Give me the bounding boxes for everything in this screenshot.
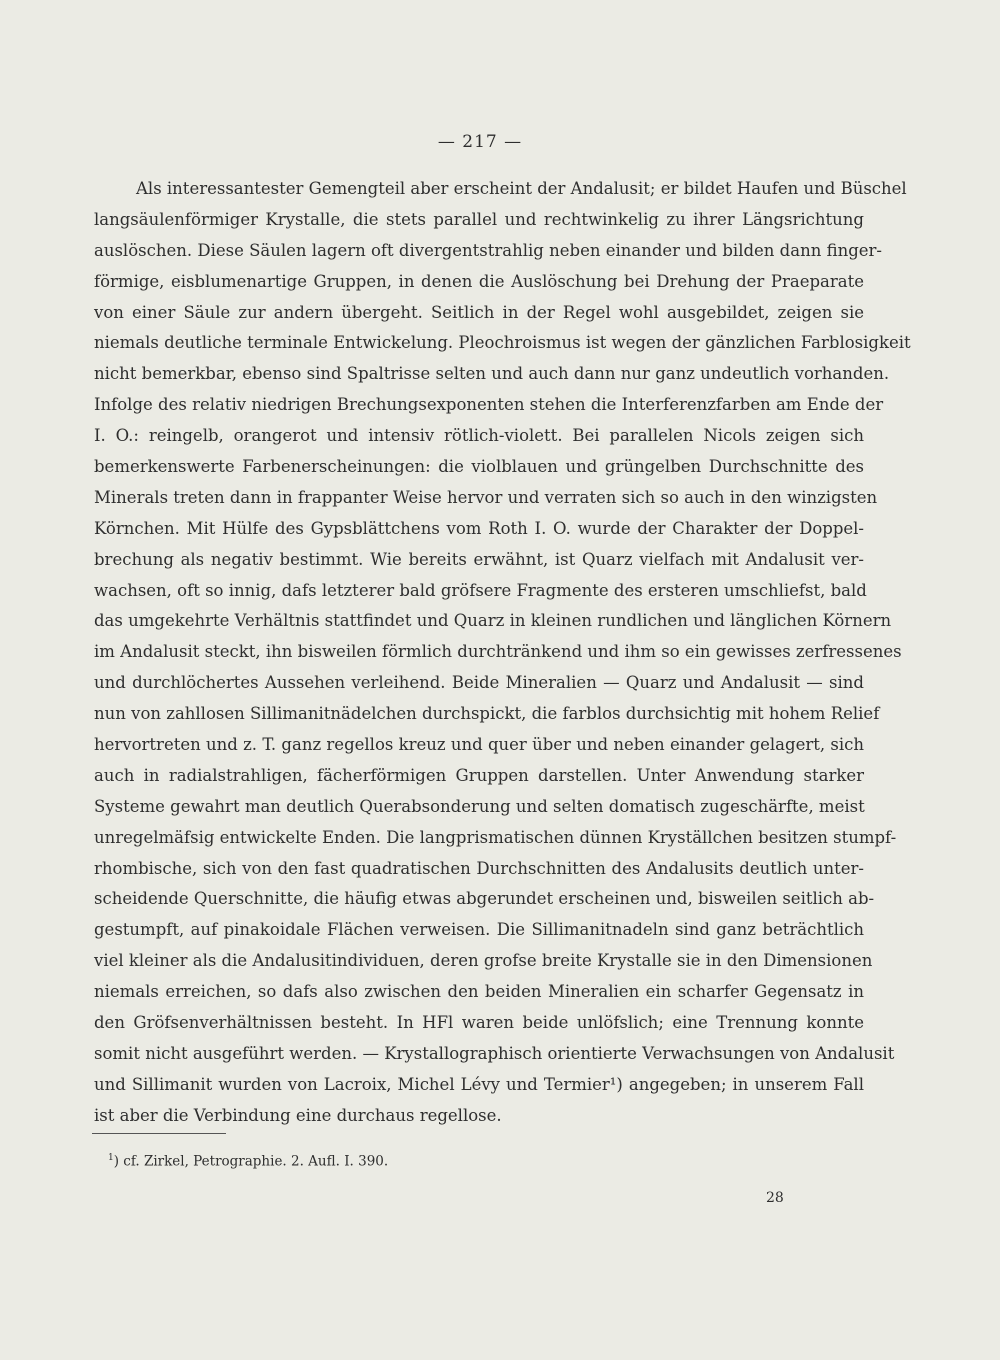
text-line: nun von zahllosen Sillimanitnädelchen durchspickt, die farblos durchsichtig mit hohem Relief xyxy=(94,704,880,724)
text-line: Als interessantester Gemengteil aber erscheint der Andalusit; er bildet Haufen und Büschel xyxy=(136,179,907,198)
text-line: bemerkenswerte Farbenerscheinungen: die violblauen und grüngelben Durchschnitte des xyxy=(94,457,864,477)
footnote-text: ) cf. Zirkel, Petrographie. 2. Aufl. I. 390. xyxy=(113,1153,389,1170)
text-line: brechung als negativ bestimmt. Wie bereits erwähnt, ist Quarz vielfach mit Andalusit ver- xyxy=(94,549,864,569)
text-line: auslöschen. Diese Säulen lagern oft divergentstrahlig neben einander und bilden dann finger- xyxy=(94,240,882,260)
page-number: — 217 — xyxy=(437,132,523,152)
footnote-marker: 1 xyxy=(108,1153,114,1163)
text-line: rhombische, sich von den fast quadratischen Durchschnitten des Andalusits deutlich unter- xyxy=(94,858,864,878)
text-line: auch in radialstrahligen, fächerförmigen Gruppen darstellen. Unter Anwendung starker xyxy=(94,765,864,785)
text-line: ist aber die Verbindung eine durchaus regellose. xyxy=(94,1105,502,1125)
text-line: wachsen, oft so innig, dafs letzterer bald gröfsere Fragmente des ersteren umschliefst, bald xyxy=(94,580,867,600)
text-line: Minerals treten dann in frappanter Weise hervor und verraten sich so auch in den winzigsten xyxy=(94,487,878,507)
text-line: viel kleiner als die Andalusitindividuen, deren grofse breite Krystalle sie in den Dimensionen xyxy=(94,951,873,971)
text-line: nicht bemerkbar, ebenso sind Spaltrisse selten und auch dann nur ganz undeutlich vorhanden. xyxy=(94,364,890,384)
signature-mark: 28 xyxy=(766,1190,784,1206)
text-line: und durchlöchertes Aussehen verleihend. Beide Mineralien — Quarz und Andalusit — sind xyxy=(94,673,864,693)
text-line: Körnchen. Mit Hülfe des Gypsblättchens vom Roth I. O. wurde der Charakter der Doppel- xyxy=(94,518,864,538)
text-line: scheidende Querschnitte, die häufig etwas abgerundet erscheinen und, bisweilen seitlich ab- xyxy=(94,889,875,909)
text-line: von einer Säule zur andern übergeht. Seitlich in der Regel wohl ausgebildet, zeigen sie xyxy=(94,302,864,322)
text-line: niemals deutliche terminale Entwickelung. Pleochroismus ist wegen der gänzlichen Farblosigkeit xyxy=(94,333,911,353)
text-line: langsäulenförmiger Krystalle, die stets parallel und rechtwinkelig zu ihrer Längsrichtung xyxy=(94,209,864,229)
text-line: niemals erreichen, so dafs also zwischen den beiden Mineralien ein scharfer Gegensatz in xyxy=(94,982,864,1002)
text-line: somit nicht ausgeführt werden. — Krystallographisch orientierte Verwachsungen von Andalusit xyxy=(94,1043,895,1063)
body-text xyxy=(94,174,911,1132)
text-line: den Gröfsenverhältnissen besteht. In HFl waren beide unlöfslich; eine Trennung konnte xyxy=(94,1013,864,1033)
text-line: im Andalusit steckt, ihn bisweilen förmlich durchtränkend und ihm so ein gewisses zerfressenes xyxy=(94,642,902,662)
text-line: Systeme gewahrt man deutlich Querabsonderung und selten domatisch zugeschärfte, meist xyxy=(94,796,865,816)
footnote-divider xyxy=(92,1133,226,1134)
text-line: hervortreten und z. T. ganz regellos kreuz und quer über und neben einander gelagert, sich xyxy=(94,735,864,755)
footnote xyxy=(108,1153,388,1170)
text-line: I. O.: reingelb, orangerot und intensiv rötlich-violett. Bei parallelen Nicols zeigen sich xyxy=(94,426,864,446)
text-line: förmige, eisblumenartige Gruppen, in denen die Auslöschung bei Drehung der Praeparate xyxy=(94,271,864,291)
text-line: das umgekehrte Verhältnis stattfindet und Quarz in kleinen rundlichen und länglichen Körnern xyxy=(94,611,892,631)
text-line: Infolge des relativ niedrigen Brechungsexponenten stehen die Interferenzfarben am Ende der xyxy=(94,395,884,415)
text-line: unregelmäfsig entwickelte Enden. Die langprismatischen dünnen Kryställchen besitzen stumpf- xyxy=(94,827,897,847)
text-line: gestumpft, auf pinakoidale Flächen verweisen. Die Sillimanitnadeln sind ganz beträchtlich xyxy=(94,920,864,940)
text-line: und Sillimanit wurden von Lacroix, Michel Lévy und Termier¹) angegeben; in unserem Fall xyxy=(94,1074,864,1094)
